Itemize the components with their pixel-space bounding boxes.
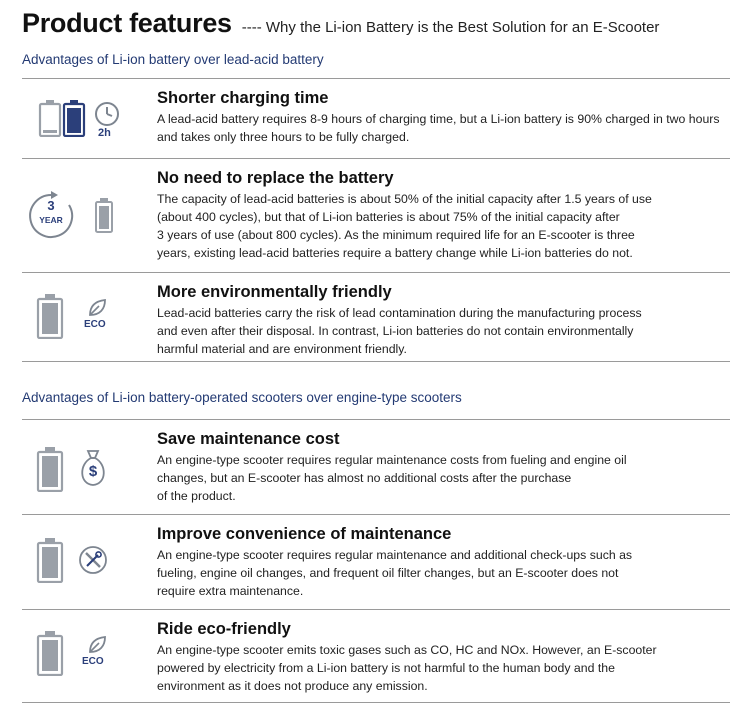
feature-description: A lead-acid battery requires 8-9 hours of charging time, but a Li-ion battery is 90% charged in two hours and takes only three hours to be fully charged. (157, 112, 720, 144)
battery-full-icon (62, 99, 86, 137)
eco-leaf-icon (86, 634, 108, 656)
feature-description-line: (about 400 cycles), but that of Li-ion batteries is about 75% of the initial capacity after (157, 210, 620, 224)
money-bag-symbol: $ (88, 463, 98, 480)
feature-description-line: years, existing lead-acid batteries require a battery change while Li-ion batteries do not. (157, 246, 633, 260)
feature-icons (22, 515, 152, 609)
feature-description-line: environment as it does not produce any emission. (157, 679, 428, 693)
battery-icon (36, 537, 64, 583)
cycle-number: 3 (47, 198, 55, 213)
eco-leaf-icon (86, 297, 108, 319)
feature-description-line: An engine-type scooter requires regular maintenance costs from fueling and engine oil (157, 453, 627, 467)
feature-row-maintenance-cost (22, 419, 730, 514)
section-heading-li-ion-vs-lead-acid: Advantages of Li-ion battery over lead-acid battery (22, 52, 324, 67)
feature-icons (22, 273, 152, 361)
battery-empty-icon (38, 99, 62, 137)
feature-icons (22, 420, 152, 514)
feature-description-line: An engine-type scooter requires regular maintenance and additional check-ups such as (157, 548, 633, 562)
feature-row-no-replacement (22, 158, 730, 272)
section-heading-e-scooter-vs-engine: Advantages of Li-ion battery-operated scooters over engine-type scooters (22, 390, 462, 405)
feature-description-line: powered by electricity from a Li-ion battery is not harmful to the human body and the (157, 661, 615, 675)
battery-icon (36, 446, 64, 492)
feature-description-line: An engine-type scooter emits toxic gases such as CO, HC and NOx. However, an E-scooter (157, 643, 657, 657)
feature-group-e-scooter-vs-engine (22, 419, 730, 703)
feature-icons (22, 610, 152, 702)
feature-text (157, 89, 732, 146)
feature-description-line: Lead-acid batteries carry the risk of lead contamination during the manufacturing process (157, 306, 642, 320)
clock-icon (94, 101, 120, 127)
feature-icons (22, 79, 152, 158)
feature-text (157, 283, 732, 358)
cycle-label: YEAR (39, 215, 63, 225)
feature-description-line: The capacity of lead-acid batteries is about 50% of the initial capacity after 1.5 years of use (157, 192, 652, 206)
charging-time-label: 2h (98, 127, 111, 139)
feature-description-line: harmful material and are environment friendly. (157, 342, 407, 356)
feature-row-maintenance-convenience (22, 514, 730, 609)
feature-title: Ride eco-friendly (157, 620, 291, 638)
feature-title: Save maintenance cost (157, 430, 340, 448)
battery-icon (36, 630, 64, 676)
feature-title: No need to replace the battery (157, 169, 394, 187)
page-title: Product features (22, 8, 232, 38)
feature-description-line: require extra maintenance. (157, 584, 304, 598)
feature-group-li-ion-vs-lead-acid (22, 78, 730, 362)
feature-description-line: of the product. (157, 489, 236, 503)
feature-text (157, 169, 732, 262)
feature-title: Shorter charging time (157, 89, 329, 107)
eco-label: ECO (82, 656, 104, 667)
feature-description-line: and even after their disposal. In contrast, Li-ion batteries do not contain environmentally (157, 324, 634, 338)
battery-icon (94, 197, 114, 233)
feature-title: Improve convenience of maintenance (157, 525, 452, 543)
feature-text (157, 525, 732, 600)
feature-text (157, 430, 732, 505)
battery-icon (36, 293, 64, 339)
feature-description-line: 3 years of use (about 800 cycles). As the minimum required life for an E-scooter is three (157, 228, 635, 242)
page-header (22, 8, 742, 44)
feature-row-charging-time (22, 78, 730, 158)
feature-title: More environmentally friendly (157, 283, 392, 301)
eco-label: ECO (84, 319, 106, 330)
feature-row-ride-eco-friendly (22, 609, 730, 703)
no-tools-icon (78, 545, 108, 575)
page-subtitle: ---- Why the Li-ion Battery is the Best Solution for an E-Scooter (241, 19, 660, 36)
feature-row-environment (22, 272, 730, 362)
feature-description-line: changes, but an E-scooter has almost no additional costs after the purchase (157, 471, 572, 485)
feature-text (157, 620, 732, 695)
feature-description-line: fueling, engine oil changes, and frequent oil filter changes, but an E-scooter does not (157, 566, 619, 580)
feature-icons (22, 159, 152, 272)
